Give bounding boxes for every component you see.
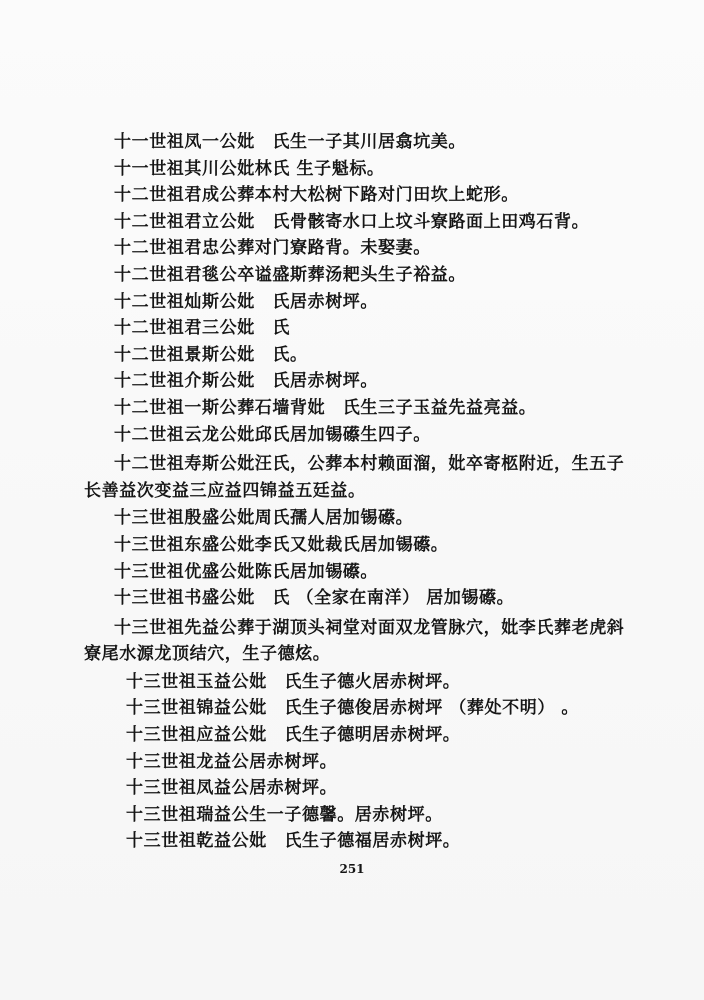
text-line: 十二世祖介斯公妣 氏居赤树坪。	[114, 371, 378, 392]
text-line: 十三世祖龙益公居赤树坪。	[126, 751, 338, 772]
text-line: 十二世祖景斯公妣 氏。	[114, 344, 308, 365]
text-line: 十二世祖君立公妣 氏骨骸寄水口上坟斗寮路面上田鸡石背。	[114, 211, 590, 232]
text-line: 十三世祖书盛公妣 氏 （全家在南洋） 居加锡礤。	[114, 588, 515, 609]
text-line: 十二世祖君毯公卒谥盛斯葬汤耙头生子裕益。	[114, 264, 466, 285]
text-paragraph: 十二世祖寿斯公妣汪氏，公葬本村赖面溜，妣卒寄柩附近，生五子长善益次变益三应益四锦益五廷益。	[84, 454, 625, 501]
text-line: 十二世祖君成公葬本村大松树下路对门田坎上蛇形。	[114, 185, 519, 206]
text-line: 十二世祖一斯公葬石墙背妣 氏生三子玉益先益亮益。	[114, 397, 537, 418]
text-line: 十三世祖殷盛公妣周氏孺人居加锡礤。	[114, 508, 414, 529]
text-line: 十一世祖凤一公妣 氏生一子其川居翕坑美。	[114, 132, 466, 152]
text-line: 十二世祖云龙公妣邱氏居加锡礤生四子。	[114, 424, 431, 445]
text-line: 十二世祖君三公妣 氏	[114, 318, 290, 339]
text-line: 十二世祖君忠公葬对门寮路背。未娶妻。	[114, 238, 431, 259]
page-number: 251	[339, 862, 365, 876]
text-line: 十三世祖凤益公居赤树坪。	[126, 778, 338, 799]
text-paragraph: 十三世祖先益公葬于湖顶头祠堂对面双龙管脉穴，妣李氏葬老虎斜寮尾水源龙顶结穴，生子德炫。	[84, 617, 625, 665]
text-line: 十三世祖锦益公妣 氏生子德俊居赤树坪 （葬处不明） 。	[126, 698, 580, 719]
text-line: 十一世祖其川公妣林氏 生子魁标。	[114, 158, 385, 179]
text-line: 十二世祖灿斯公妣 氏居赤树坪。	[114, 291, 378, 312]
text-line: 十三世祖玉益公妣 氏生子德火居赤树坪。	[126, 671, 461, 692]
text-line: 十三世祖乾益公妣 氏生子德福居赤树坪。	[126, 831, 461, 852]
text-line: 十三世祖瑞益公生一子德馨。居赤树坪。	[126, 804, 443, 825]
text-line: 十三世祖东盛公妣李氏又妣裁氏居加锡礤。	[114, 534, 449, 555]
genealogy-text-block	[84, 132, 644, 858]
text-line: 十三世祖优盛公妣陈氏居加锡礤。	[114, 561, 378, 582]
text-line: 十三世祖应益公妣 氏生子德明居赤树坪。	[126, 725, 461, 746]
